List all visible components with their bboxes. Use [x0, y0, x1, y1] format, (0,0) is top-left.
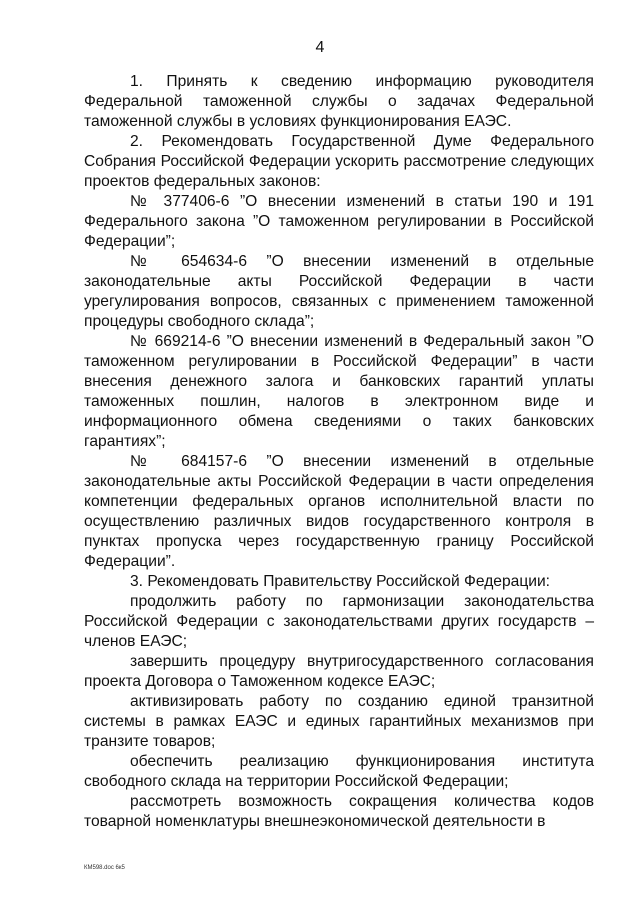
paragraph-item-2: 2. Рекомендовать Государственной Думе Федерального Собрания Российской Федерации ускорить рассмотрение следующих проектов федеральных законов:	[84, 133, 594, 190]
recommendation-harmonize: продолжить работу по гармонизации законодательства Российской Федерации с законодательствами других государств – членов ЕАЭС;	[84, 593, 594, 650]
bill-377406-6: № 377406-6 ”О внесении изменений в статьи 190 и 191 Федерального закона ”О таможенном регулировании в Российской Федерации”;	[84, 193, 594, 250]
recommendation-treaty: завершить процедуру внутригосударственного согласования проекта Договора о Таможенном кодексе ЕАЭС;	[84, 653, 594, 690]
bill-684157-6: № 684157-6 ”О внесении изменений в отдельные законодательные акты Российской Федерации в части определения компетенции федеральных органов исполнительной власти по осуществлению различных видов государственного контроля в пунктах пропуска через государственную границу Российской Федерации”.	[84, 453, 594, 570]
paragraph-item-1: 1. Принять к сведению информацию руководителя Федеральной таможенной службы о задачах Федеральной таможенной службы в условиях функционирования ЕАЭС.	[84, 73, 594, 130]
recommendation-codes: рассмотреть возможность сокращения количества кодов товарной номенклатуры внешнеэкономической деятельности в	[84, 793, 594, 830]
bill-654634-6: № 654634-6 ”О внесении изменений в отдельные законодательные акты Российской Федерации в части урегулирования вопросов, связанных с применением таможенной процедуры свободного склада”;	[84, 253, 594, 330]
recommendation-free-warehouse: обеспечить реализацию функционирования института свободного склада на территории Российской Федерации;	[84, 753, 594, 790]
document-body	[84, 72, 594, 832]
footer-file-code: КМ598.doc 6к5	[84, 865, 125, 871]
bill-669214-6: № 669214-6 ”О внесении изменений в Федеральный закон ”О таможенном регулировании в Российской Федерации” в части внесения денежного залога и банковских гарантий уплаты таможенных пошлин, налогов в электронном виде и информационного обмена сведениями о таких банковских гарантиях”;	[84, 333, 594, 450]
page-number: 4	[315, 39, 325, 56]
paragraph-item-3: 3. Рекомендовать Правительству Российской Федерации:	[130, 573, 551, 590]
recommendation-transit: активизировать работу по созданию единой транзитной системы в рамках ЕАЭС и единых гарантийных механизмов при транзите товаров;	[84, 693, 594, 750]
